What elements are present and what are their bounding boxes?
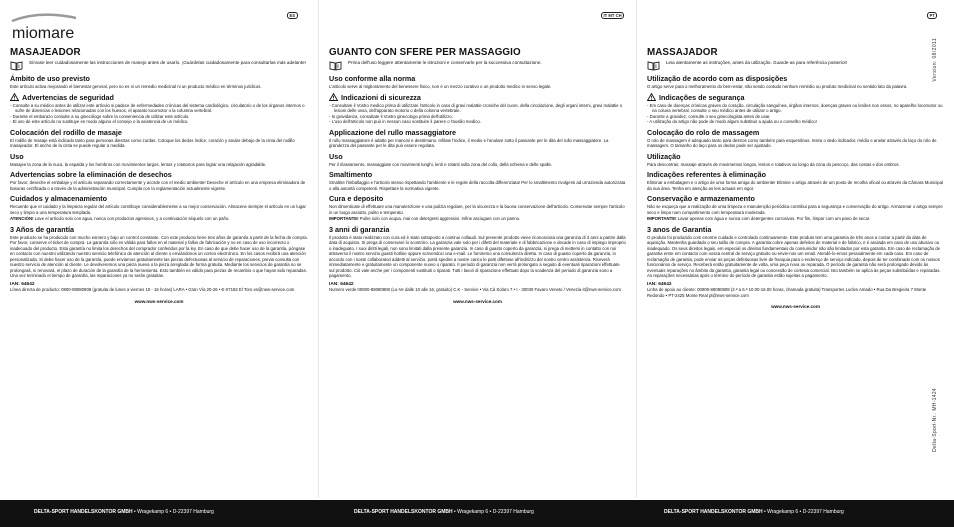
section-title: Uso bbox=[329, 151, 343, 161]
manual-book-icon bbox=[647, 61, 660, 71]
list-item: - Em caso de doenças crónicas graves do coração, circulação sanguínea, órgãos internos, doenças graves ou lesões nos ossos, no aparelho locomotor ou na coluna vertebral, consulte o seu médico antes de utilizar o artigo. bbox=[647, 103, 944, 114]
company-address: • Wragekamp 6 • D-22397 Hamburg bbox=[454, 509, 534, 515]
attention-label: IMPORTANTE! bbox=[329, 216, 359, 222]
section-title: Advertencias sobre la eliminación de desechos bbox=[10, 170, 172, 180]
brand-wordmark: miomare bbox=[12, 25, 75, 42]
section-text: Este artículo activa mejorando el bienestar general, pero no es ni un remedio medicinal ni un producto médico en términos jurídicos. bbox=[10, 84, 262, 89]
section-text: Não se esqueça que a realização de uma limpeza e manutenção periódica contribui para a segurança e conservação do artigo. Armazenar o artigo sempre seco e limpo num compartimento com temperatura moderada. bbox=[647, 204, 943, 216]
section-text: O artigo serve para o melhoramento do bem-estar, não sendo contudo nenhum remédio ou produto medicinal no sentido lato da palavra. bbox=[647, 84, 908, 89]
section-title: Colocação do rolo de massagem bbox=[647, 127, 760, 137]
company-address: • Wragekamp 6 • D-22397 Hamburg bbox=[764, 509, 844, 515]
language-badge: IT MT CH bbox=[601, 12, 624, 19]
product-title: MASAJEADOR bbox=[10, 47, 81, 58]
list-item: - Consultare il Vostro medico prima di utilizzare l'articolo in caso di gravi malattie croniche del cuore, della circolazione, degli organi interni, gravi malattie o lesioni delle ossa, dell'apparato motorio o della colonna vertebrale. bbox=[329, 103, 626, 114]
section-title: Cuidados y almacenamiento bbox=[10, 194, 108, 204]
warranty-text: Il prodotto è stato realizzato con cura ed è stato sottoposto a continui collaudi. Sul presente prodotto viene riconosciuta una garanzia di 3 anni a partire dalla data di acquisto. Si prega di conservare lo scontrino. La garanzia vale solo per i difetti del materiale e di fabbricazione e decade in caso di impiego improprio o inadeguato. I suoi diritti legali, non sono limitati dalla presente garanzia. In caso di guasto coperto da garanzia, si prega di mettersi in contatto con noi attraverso il nostro servizio guasti hotline oppure scrivendoci una e-mail. Le forniremo una consulenza diretta. In caso di guasto coperto da garanzia, in accordo con i nostri collaboratori addetti al servizio, potrà spedire a nostre carico le parti difettose all'indirizzo del nostro centro assistenza. Riceverà immediatamente e gratuitamente un componente nuovo o riparato. Il periodo di garanzia non verrà prolungato a seguito di eventuali riparazioni effettuate sul prodotto. Ciò vale anche per i componenti sostituiti o riparati. Tutti i lavori di riparazione effettuati dopo la scadenza del periodo di garanzia sono a pagamento. bbox=[329, 234, 626, 279]
footer-company-it bbox=[354, 509, 534, 515]
footer-bar bbox=[0, 500, 954, 527]
page-header bbox=[329, 6, 626, 46]
contact-info: Linha de apoio ao cliente: 00800-88080808 (2.ª a 6.ª 10.00-16.00 horas, chamada gratuita) Transportes Lucles Amado • Rua Da Bregieira 7 Monte Redondo • PT-2425 Monte Real pt@nws-service.com bbox=[647, 286, 927, 298]
safety-heading bbox=[647, 93, 944, 102]
svg-text:i: i bbox=[18, 63, 20, 70]
section-text: Il rullo massaggiatore è adatto per mancini e destrimano. Infilate l'indice, il medio e l'anulare sotto il passante per le dita del rullo massaggiatore. La grandezza del passante per le dita può essere regolata. bbox=[329, 137, 609, 149]
product-title: GUANTO CON SFERE PER MASSAGGIO bbox=[329, 47, 521, 58]
contact-info: Línea directa de producto: 0800-88080808 (gratuita de lunes a viernes 10 - 16 horas) LARA • Gran Vía 20-26 • E-07182 El Toro es@nws-service.com bbox=[10, 286, 295, 292]
page-header bbox=[647, 6, 944, 46]
section-title: Indicações referentes à eliminação bbox=[647, 170, 767, 180]
service-website-link[interactable]: www.nws-service.com bbox=[134, 298, 184, 304]
safety-list bbox=[329, 103, 626, 125]
intro-text: Leia atentamente as instruções, antes da utilização. Guarde-as para referência posterior! bbox=[666, 60, 848, 65]
attention-text: Pulire solo con acqua, mai con detergenti aggressivi. Infine asciugare con un panno. bbox=[359, 216, 521, 222]
manual-book-icon bbox=[10, 61, 23, 71]
language-badge: PT bbox=[927, 12, 937, 19]
svg-text:i: i bbox=[337, 63, 339, 70]
attention-text: Lave el artículo solo con agua, nunca con productos agresivos, y a continuación séquelo con un paño. bbox=[34, 216, 230, 222]
section-title: Indicazioni di sicurezza bbox=[341, 92, 421, 102]
footer-company-es bbox=[34, 509, 214, 515]
section-title: Uso bbox=[10, 151, 24, 161]
section-text: Eliminar a embalagem e o artigo de uma forma amiga do ambiente! Elimine o artigo através de um posto de recolha oficial ou através da Câmara Municipal da sua área. Tenha em atenção as leis actuais em vigor. bbox=[647, 180, 943, 191]
ian-number: IAN: 64642 bbox=[10, 281, 35, 287]
attention-label: IMPORTANTE! bbox=[647, 216, 677, 222]
intro-text: Sírvase leer cuidadosamente las instrucciones de manejo antes de usarlo. ¡Guárdelas cuidadosamente para consultarlas más adelante! bbox=[29, 60, 306, 65]
section-title: Cura e deposito bbox=[329, 194, 384, 204]
section-text: El rodillo de masaje está indicado tanto para personas diestras como zurdas. Coloque los dedos índice, corazón y anular debajo de la cinta del rodillo masajeador. El ancho de la cinta se puede regular a medida. bbox=[10, 137, 295, 149]
section-title: Utilização bbox=[647, 151, 681, 161]
warning-triangle-icon bbox=[647, 93, 656, 101]
warranty-text: O produto foi produzido com enorme cuidado e controlado continuamente. Este produto tem uma garantia de três anos a contar a partir da data de aquisição. Mantenha guardado o seu talão de compra. A garantia cobre apenas defeitos de material e de fabrico, e é anulada em caso de uso abusivo ou inadequado. Os seus direitos legais, em especial os direitos fundamentais do consumidor não são limitados por esta garantia. Em caso de reclamação de garantia entre em contacto com nossa central de serviço gratuito ou envie-nos um email. Atendê-lo-emos pessoalmente em cada caso. Em caso de reclamação de garantia, pode enviar as peças defeituosas livre de franquia para o endereço de serviço indicado, depois de ter combinado com os nossos funcionários de serviço. Receberá então gratuitamente de volta, uma peça nova ou reparada. O período de garantia não será prolongado devido às eventuais reparações no âmbito da garantia, garantia legal ou concessão de cortesia comercial. Isto também se aplica às peças substituídas e reparadas. As reparações necessárias após o término do período de garantia estão sujeitas a pagamento. bbox=[647, 234, 941, 279]
version-label: Version: 08/2011 bbox=[932, 38, 938, 82]
section-text: Smaltire l'imballaggio e l'articolo stesso rispettando l'ambiente e le regole della raccolta differenziata! Per lo smaltimento rivolgersi ad un'azienda autorizzata o alla autorità competenti. Rispettare la normativa vigente. bbox=[329, 180, 626, 191]
section-title: Colocación del rodillo de masaje bbox=[10, 127, 122, 137]
section-text: Para descontrair, massaje através de movimentos longos, lentos e rotativos ao longo da zona do pescoço, das costas e dos ombros. bbox=[647, 161, 900, 167]
attention-text: Lavar apenas com água e nunca com detergentes corrosivos. Por fim, limpar com um pano de secar. bbox=[677, 216, 871, 222]
section-title: Smaltimento bbox=[329, 170, 373, 180]
intro-block bbox=[10, 60, 308, 71]
company-name: DELTA-SPORT HANDELSKONTOR GMBH bbox=[34, 509, 133, 515]
section-title: 3 anos de Garantia bbox=[647, 224, 712, 234]
section-text: Per il rilassamento, massaggiate con movimenti lunghi, lenti e rotanti sulla zona del collo, della schiena e delle spalle. bbox=[329, 161, 553, 167]
attention-note bbox=[647, 216, 944, 222]
company-name: DELTA-SPORT HANDELSKONTOR GMBH bbox=[664, 509, 763, 515]
manual-book-icon bbox=[329, 61, 342, 71]
list-item: - Consulte a su médico antes de utilizar este artículo si padece de enfermedades crónicas del sistema cardiológico, circulatorio o de los órganos internos o sufre de dolencias o lesiones relacionadas con los huesos, el aparato locomotor o la columna vertebral. bbox=[10, 103, 308, 114]
section-text: Por favor, deseche el embalaje y el artículo separando correctamente y acorde con el medio ambiente! Deseche el artículo en una empresa eliminadora de basuras certificada o a través de la administración municipal. Cumpla con la reglamentación actualmente vigente. bbox=[10, 180, 306, 191]
service-website-link[interactable]: www.nws-service.com bbox=[453, 298, 502, 304]
section-text: Non dimenticate di effettuare una manutenzione e una pulizia regolare, per la sicurezza e la buona conservazione dell'articolo. Conservate sempre l'articolo in un luogo asciutto, pulito e temperato. bbox=[329, 204, 625, 216]
page-header bbox=[10, 6, 308, 46]
intro-block bbox=[647, 60, 944, 71]
svg-text:i: i bbox=[655, 63, 657, 70]
ian-number: IAN: 64642 bbox=[329, 281, 354, 287]
attention-note bbox=[329, 216, 626, 222]
section-text: O rolo de massagem é adequado tanto para destros como também para esquerdinos. Insira o dedo indicador, médio e anelar através do laço do rolo de massagem. O tamanho do laço para os dedos pode ser ajustado. bbox=[647, 137, 937, 149]
section-title: Applicazione del rullo massaggiatore bbox=[329, 127, 457, 137]
company-address: • Wragekamp 6 • D-22397 Hamburg bbox=[134, 509, 214, 515]
article-number: Delta-Sport-Nr.: MH-1424 bbox=[932, 388, 938, 452]
safety-heading bbox=[329, 93, 626, 102]
section-title: Utilização de acordo com as disposições bbox=[647, 74, 788, 83]
company-name: DELTA-SPORT HANDELSKONTOR GMBH bbox=[354, 509, 453, 515]
list-item: - Durante a gravidez, consulte o seu ginecologista antes de usar. bbox=[647, 114, 944, 120]
list-item: - El uso de este artículo no sustituye en modo alguno el consejo o la asistencia de un médico. bbox=[10, 119, 308, 125]
warning-triangle-icon bbox=[10, 93, 19, 101]
footer-company-pt bbox=[664, 509, 844, 515]
safety-heading bbox=[10, 93, 308, 102]
intro-block bbox=[329, 60, 626, 71]
service-website-link[interactable]: www.nws-service.com bbox=[771, 304, 820, 310]
page-portuguese bbox=[636, 0, 954, 498]
section-text: Recuerde que el cuidado y la limpieza regular del artículo contribuye considerablemente a su mejor conservación. Almacene siempre el artículo en un lugar seco y limpio a una temperatura templada. bbox=[10, 204, 306, 216]
safety-list bbox=[10, 103, 308, 125]
section-title: 3 Años de garantía bbox=[10, 224, 75, 234]
attention-label: ATENCIÓN! bbox=[10, 216, 34, 222]
section-title: Advertencias de seguridad bbox=[22, 92, 114, 102]
language-badge: ES bbox=[287, 12, 298, 19]
page-italian bbox=[318, 0, 636, 498]
intro-text: Prima dell'uso leggere attentamente le istruzioni e conservarle per la successiva consultazione. bbox=[348, 60, 542, 65]
warning-triangle-icon bbox=[329, 93, 338, 101]
section-text: L'articolo serve al miglioramento del benessere fisico, non è un mezzo curativo o un prodotto medico in senso legale. bbox=[329, 84, 552, 89]
page-spanish bbox=[0, 0, 318, 498]
section-title: Ámbito de uso previsto bbox=[10, 74, 90, 83]
ian-number: IAN: 64642 bbox=[647, 281, 672, 287]
product-title: MASSAJADOR bbox=[647, 47, 718, 58]
section-title: 3 anni di garanzia bbox=[329, 224, 390, 234]
safety-list bbox=[647, 103, 944, 125]
section-title: Conservação e armazenamento bbox=[647, 194, 755, 204]
section-title: Indicações de segurança bbox=[659, 92, 745, 102]
list-item: - In gravidanza, consultate il Vostro ginecologo prima dell'utilizzo. bbox=[329, 114, 626, 120]
list-item: - L'uso dell'articolo non può in nessun caso sostituire il parere o l'ausilio medico. bbox=[329, 119, 626, 125]
contact-info: Numero verde 00800-88080808 (Lu-Ve dalle 10 alle 16, gratuito) C.K - Service • Via Cà Solaro 7 • I - 30030 Favaro Veneto / Venezia it@nws-service.com bbox=[329, 286, 621, 292]
list-item: - A utilização do artigo não pode de modo algum substituir a ajuda ou o conselho médico! bbox=[647, 119, 944, 125]
attention-note bbox=[10, 216, 308, 222]
section-title: Uso conforme alla norma bbox=[329, 74, 416, 83]
section-text: Masajee la zona de la nuca, la espalda y los hombros con movimientos largos, lentos y rotatorios para lograr una relajación agradable. bbox=[10, 161, 267, 167]
warranty-text: Este producto se ha producido con mucho esmero y bajo un control constante. Con este producto tiene tres años de garantía a partir de la fecha de compra. Por favor, conserve el ticket de compra. La garantía sólo es válida para fallos en el material y fallos de fabricación y no en caso de uso incorrecto o inadecuado del producto. Esta garantía no limita los derechos del comprador conferidos por la ley. En caso de que debe hacer uso de la garantía, póngase en contacto con nuestro utilizando nuestro servicio telefónico de atención al cliente o enviándonos un correo electrónico. En los casos recibirá una atención personalizada. Si debe hacer uso de la garantía, puede enviarnos gratuitamente las piezas defectuosas al servicio de reparaciones, previa consulta con nuestro servicio de atención al cliente. Le devolveremos una pieza nueva o la pieza arreglada de forma gratuita. Mediante los servicios de garantía no se prolongará, ni renovará, el plazo de duración de la garantía de la herramienta. Esto también es válido para piezas de recambio o que hayan sido reparadas. Una vez terminado el tiempo de garantía, las reparaciones ya no serán gratuitas. bbox=[10, 234, 308, 279]
brand-logo bbox=[10, 12, 78, 42]
list-item: - Durante el embarazo consulte a su ginecólogo sobre la conveniencia de utilizar este artículo. bbox=[10, 114, 308, 120]
